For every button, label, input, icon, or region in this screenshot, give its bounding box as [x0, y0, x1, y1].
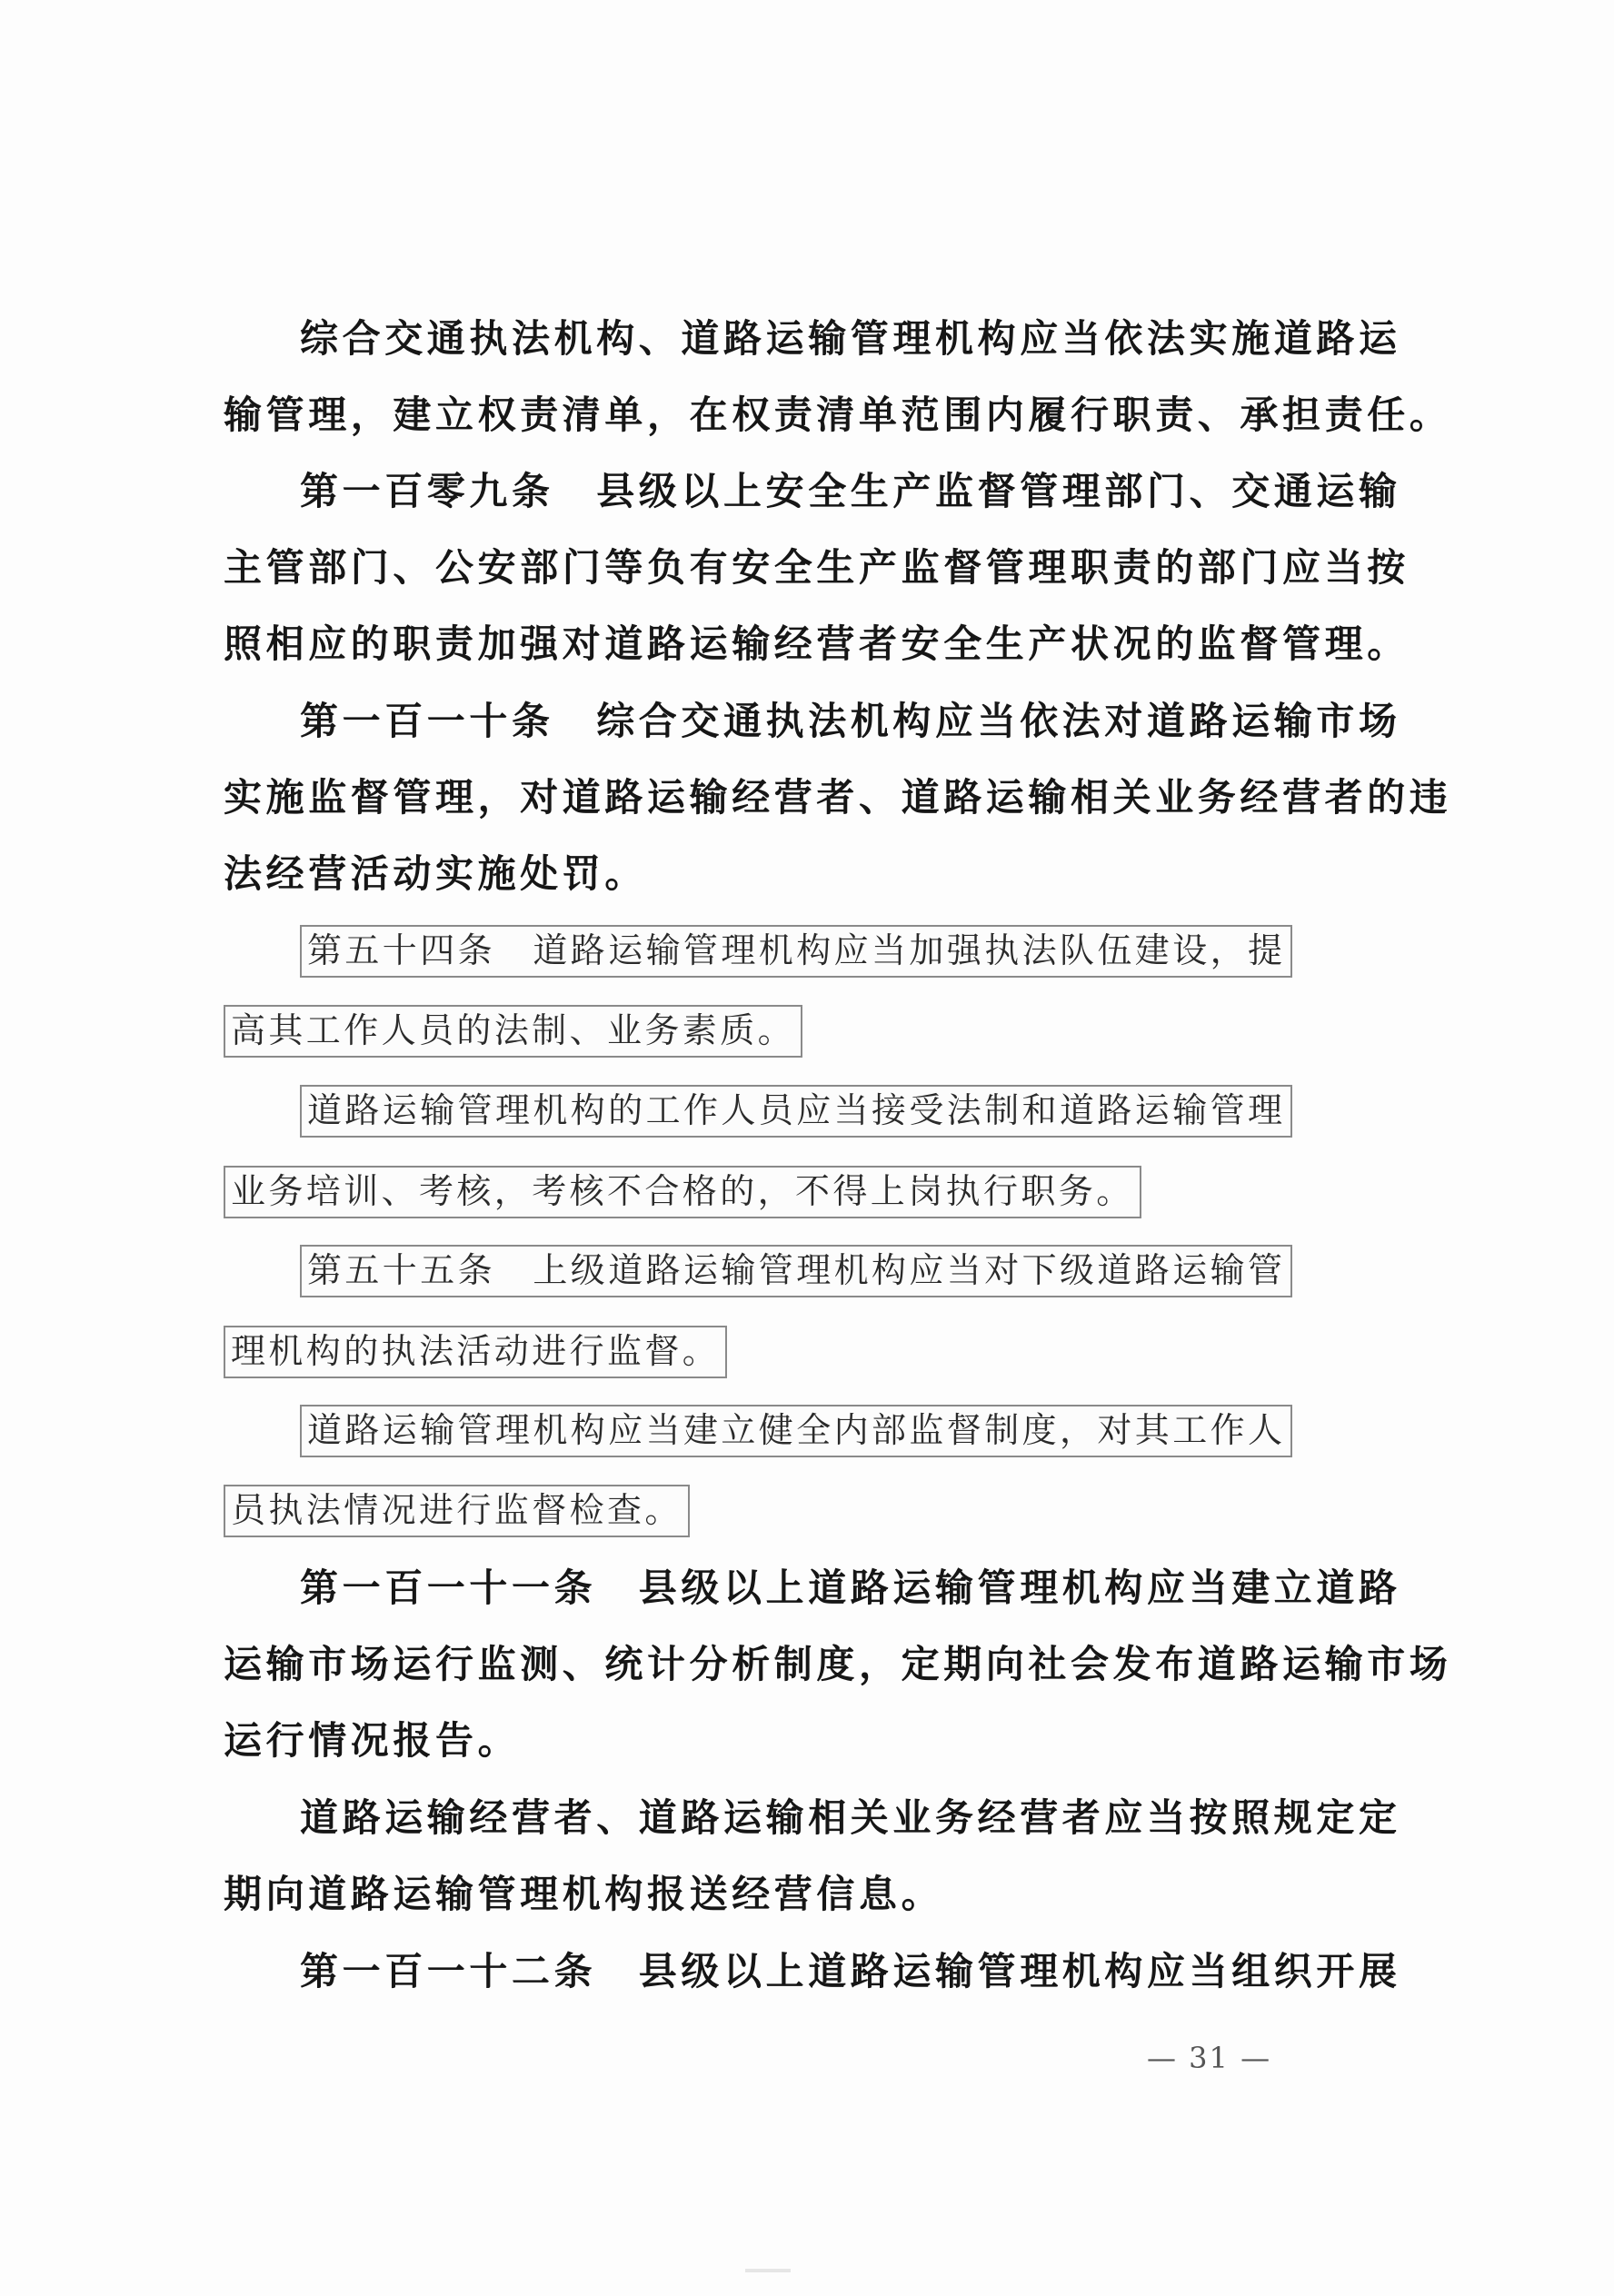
article-110-line: 实施监督管理，对道路运输经营者、道路运输相关业务经营者的违	[224, 775, 1452, 820]
article-111-line: 运行情况报告。	[224, 1718, 521, 1763]
boxed-excerpt-line: 员执法情况进行监督检查。	[224, 1485, 690, 1537]
boxed-excerpt-line: 理机构的执法活动进行监督。	[224, 1326, 727, 1378]
article-109-line: 主管部门、公安部门等负有安全生产监督管理职责的部门应当按	[224, 545, 1410, 590]
paragraph-line: 输管理，建立权责清单，在权责清单范围内履行职责、承担责任。	[224, 393, 1452, 437]
paragraph-line: 综合交通执法机构、道路运输管理机构应当依法实施道路运	[300, 316, 1401, 361]
scan-artifact	[745, 2269, 791, 2272]
article-112-line: 第一百一十二条 县级以上道路运输管理机构应当组织开展	[300, 1949, 1401, 1993]
boxed-excerpt-line: 第五十四条 道路运输管理机构应当加强执法队伍建设，提	[300, 925, 1292, 978]
article-111-line: 第一百一十一条 县级以上道路运输管理机构应当建立道路	[300, 1565, 1401, 1610]
article-109-line: 第一百零九条 县级以上安全生产监督管理部门、交通运输	[300, 469, 1401, 513]
boxed-excerpt-line: 道路运输管理机构应当建立健全内部监督制度，对其工作人	[300, 1405, 1292, 1457]
article-110-line: 法经营活动实施处罚。	[224, 851, 648, 896]
page-number: — 31 —	[1147, 2041, 1272, 2075]
paragraph-line: 道路运输经营者、道路运输相关业务经营者应当按照规定定	[300, 1795, 1401, 1840]
paragraph-line: 期向道路运输管理机构报送经营信息。	[224, 1872, 944, 1916]
boxed-excerpt-line: 高其工作人员的法制、业务素质。	[224, 1005, 802, 1058]
article-111-line: 运输市场运行监测、统计分析制度，定期向社会发布道路运输市场	[224, 1642, 1452, 1686]
article-110-line: 第一百一十条 综合交通执法机构应当依法对道路运输市场	[300, 699, 1401, 743]
boxed-excerpt-line: 第五十五条 上级道路运输管理机构应当对下级道路运输管	[300, 1245, 1292, 1297]
article-109-line: 照相应的职责加强对道路运输经营者安全生产状况的监督管理。	[224, 621, 1410, 666]
boxed-excerpt-line: 业务培训、考核，考核不合格的，不得上岗执行职务。	[224, 1166, 1141, 1218]
boxed-excerpt-line: 道路运输管理机构的工作人员应当接受法制和道路运输管理	[300, 1085, 1292, 1138]
